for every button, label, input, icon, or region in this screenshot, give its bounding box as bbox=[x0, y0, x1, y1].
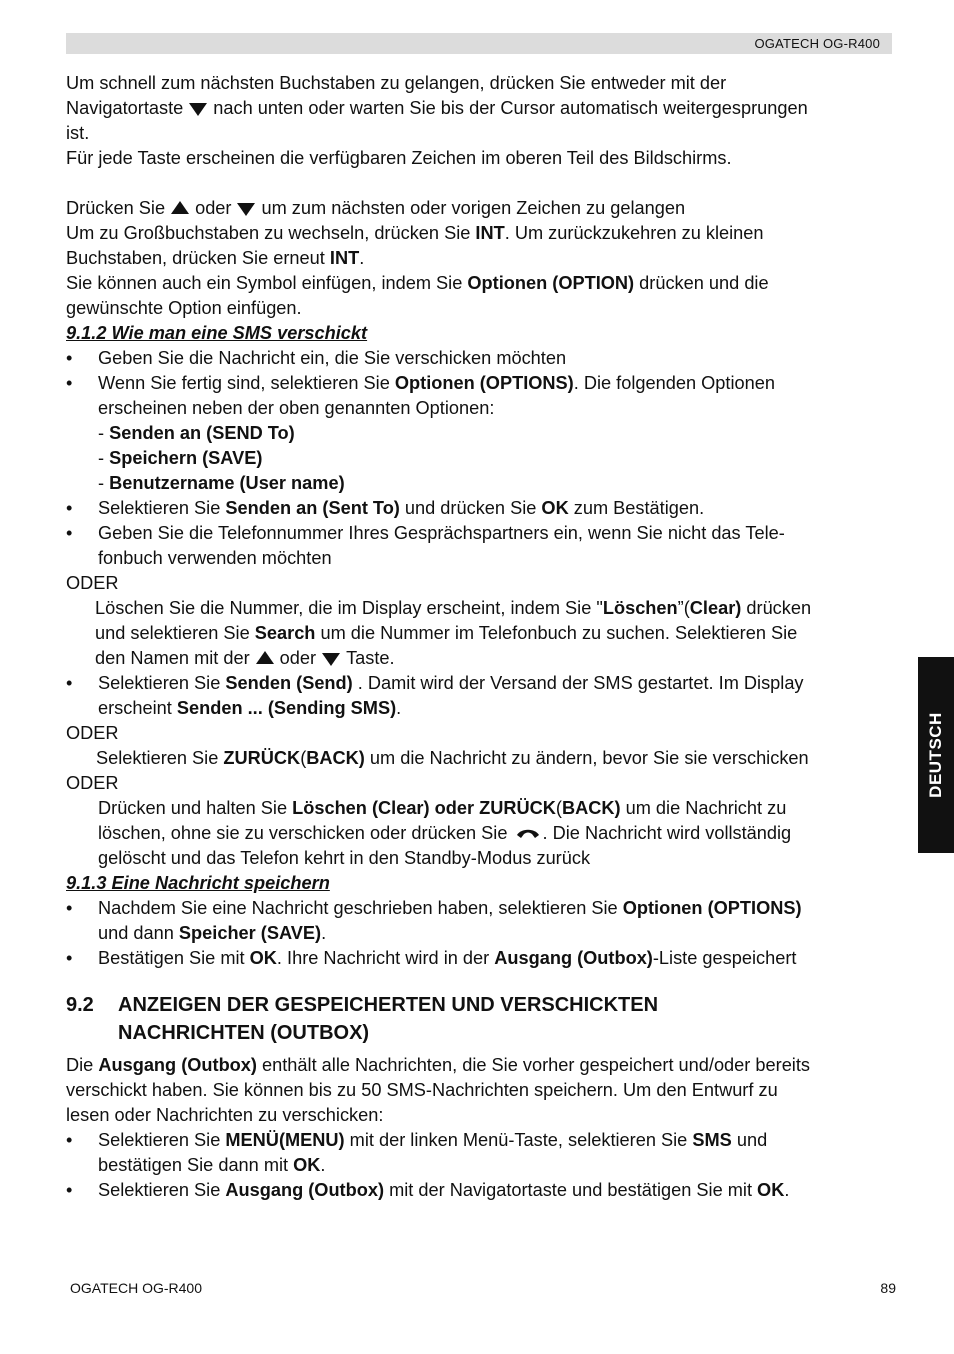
paragraph: Buchstaben, drücken Sie erneut INT. bbox=[66, 248, 365, 268]
header-title: OGATECH OG-R400 bbox=[754, 36, 880, 51]
section-number: 9.2 bbox=[66, 994, 94, 1016]
subsection-title: 9.1.3 Eine Nachricht speichern bbox=[66, 873, 330, 893]
oder-label: ODER bbox=[66, 573, 119, 593]
list-item-continued: erscheinen neben der oben genannten Optionen: bbox=[98, 398, 495, 418]
arrow-up-icon bbox=[256, 651, 274, 664]
list-item-continued: erscheint Senden ... (Sending SMS). bbox=[98, 698, 402, 718]
alternative-text: löschen, ohne sie zu verschicken oder drücken Sie . Die Nachricht wird vollständig bbox=[98, 823, 792, 843]
list-item: • Selektieren Sie Senden an (Sent To) und drücken Sie OK zum Bestätigen. bbox=[66, 496, 896, 521]
language-tab-label: DEUTSCH bbox=[926, 712, 945, 798]
section-title bbox=[66, 991, 896, 1047]
list-item: • Geben Sie die Nachricht ein, die Sie verschicken möchten bbox=[66, 346, 896, 371]
list-item: • Selektieren Sie Ausgang (Outbox) mit der Navigatortaste und bestätigen Sie mit OK. bbox=[66, 1178, 896, 1203]
list-item: • Geben Sie die Telefonnummer Ihres Gesprächspartners ein, wenn Sie nicht das Tele- bbox=[66, 521, 896, 546]
section-title-line: ANZEIGEN DER GESPEICHERTEN UND VERSCHICKTEN bbox=[118, 994, 659, 1016]
list-item-continued: und dann Speicher (SAVE). bbox=[98, 923, 327, 943]
paragraph: Um zu Großbuchstaben zu wechseln, drücken Sie INT. Um zurückzukehren zu kleinen bbox=[66, 223, 764, 243]
paragraph: Um schnell zum nächsten Buchstaben zu gelangen, drücken Sie entweder mit der bbox=[66, 73, 727, 93]
arrow-down-icon bbox=[322, 653, 340, 666]
option-item: - Senden an (SEND To) bbox=[98, 423, 295, 443]
list-item-continued: fonbuch verwenden möchten bbox=[98, 548, 332, 568]
list-item: • Bestätigen Sie mit OK. Ihre Nachricht wird in der Ausgang (Outbox)-Liste gespeichert bbox=[66, 946, 896, 971]
header-bar bbox=[66, 33, 892, 54]
paragraph: Navigatortaste nach unten oder warten Sie bis der Cursor automatisch weitergesprungen bbox=[66, 98, 808, 118]
page-content bbox=[66, 71, 896, 1203]
list-item-continued: bestätigen Sie dann mit OK. bbox=[98, 1155, 326, 1175]
footer-title: OGATECH OG-R400 bbox=[70, 1280, 202, 1296]
paragraph: Die Ausgang (Outbox) enthält alle Nachrichten, die Sie vorher gespeichert und/oder bereits bbox=[66, 1055, 810, 1075]
paragraph: ist. bbox=[66, 123, 90, 143]
alternative-text: und selektieren Sie Search um die Nummer im Telefonbuch zu suchen. Selektieren Sie bbox=[95, 623, 798, 643]
subsection-title: 9.1.2 Wie man eine SMS verschickt bbox=[66, 323, 368, 343]
language-tab bbox=[918, 657, 954, 853]
alternative-text: gelöscht und das Telefon kehrt in den Standby-Modus zurück bbox=[98, 848, 591, 868]
paragraph: verschickt haben. Sie können bis zu 50 SMS-Nachrichten speichern. Um den Entwurf zu bbox=[66, 1080, 778, 1100]
option-item: - Benutzername (User name) bbox=[98, 473, 345, 493]
alternative-text: den Namen mit der oder Taste. bbox=[95, 648, 395, 668]
alternative-text: Löschen Sie die Nummer, die im Display erscheint, indem Sie "Löschen”(Clear) drücken bbox=[95, 598, 812, 618]
arrow-down-icon bbox=[237, 203, 255, 216]
alternative-text: Selektieren Sie ZURÜCK(BACK) um die Nachricht zu ändern, bevor Sie sie verschicken bbox=[96, 748, 809, 768]
paragraph: gewünschte Option einfügen. bbox=[66, 298, 302, 318]
list-item: • Selektieren Sie MENÜ(MENU) mit der linken Menü-Taste, selektieren Sie SMS und bbox=[66, 1128, 896, 1153]
oder-label: ODER bbox=[66, 773, 119, 793]
paragraph: Drücken Sie oder um zum nächsten oder vorigen Zeichen zu gelangen bbox=[66, 198, 686, 218]
alternative-text: Drücken und halten Sie Löschen (Clear) oder ZURÜCK(BACK) um die Nachricht zu bbox=[98, 798, 787, 818]
list-item: • Nachdem Sie eine Nachricht geschrieben haben, selektieren Sie Optionen (OPTIONS) bbox=[66, 896, 896, 921]
section-title-line: NACHRICHTEN (OUTBOX) bbox=[118, 1022, 370, 1044]
option-item: - Speichern (SAVE) bbox=[98, 448, 263, 468]
paragraph: Sie können auch ein Symbol einfügen, indem Sie Optionen (OPTION) drücken und die bbox=[66, 273, 769, 293]
paragraph: lesen oder Nachrichten zu verschicken: bbox=[66, 1105, 384, 1125]
oder-label: ODER bbox=[66, 723, 119, 743]
arrow-down-icon bbox=[189, 103, 207, 116]
paragraph: Für jede Taste erscheinen die verfügbaren Zeichen im oberen Teil des Bildschirms. bbox=[66, 148, 732, 168]
list-item: • Selektieren Sie Senden (Send) . Damit wird der Versand der SMS gestartet. Im Display bbox=[66, 671, 896, 696]
end-call-icon bbox=[515, 826, 541, 840]
page-number: 89 bbox=[880, 1280, 896, 1296]
list-item: • Wenn Sie fertig sind, selektieren Sie Optionen (OPTIONS). Die folgenden Optionen bbox=[66, 371, 896, 396]
arrow-up-icon bbox=[171, 201, 189, 214]
